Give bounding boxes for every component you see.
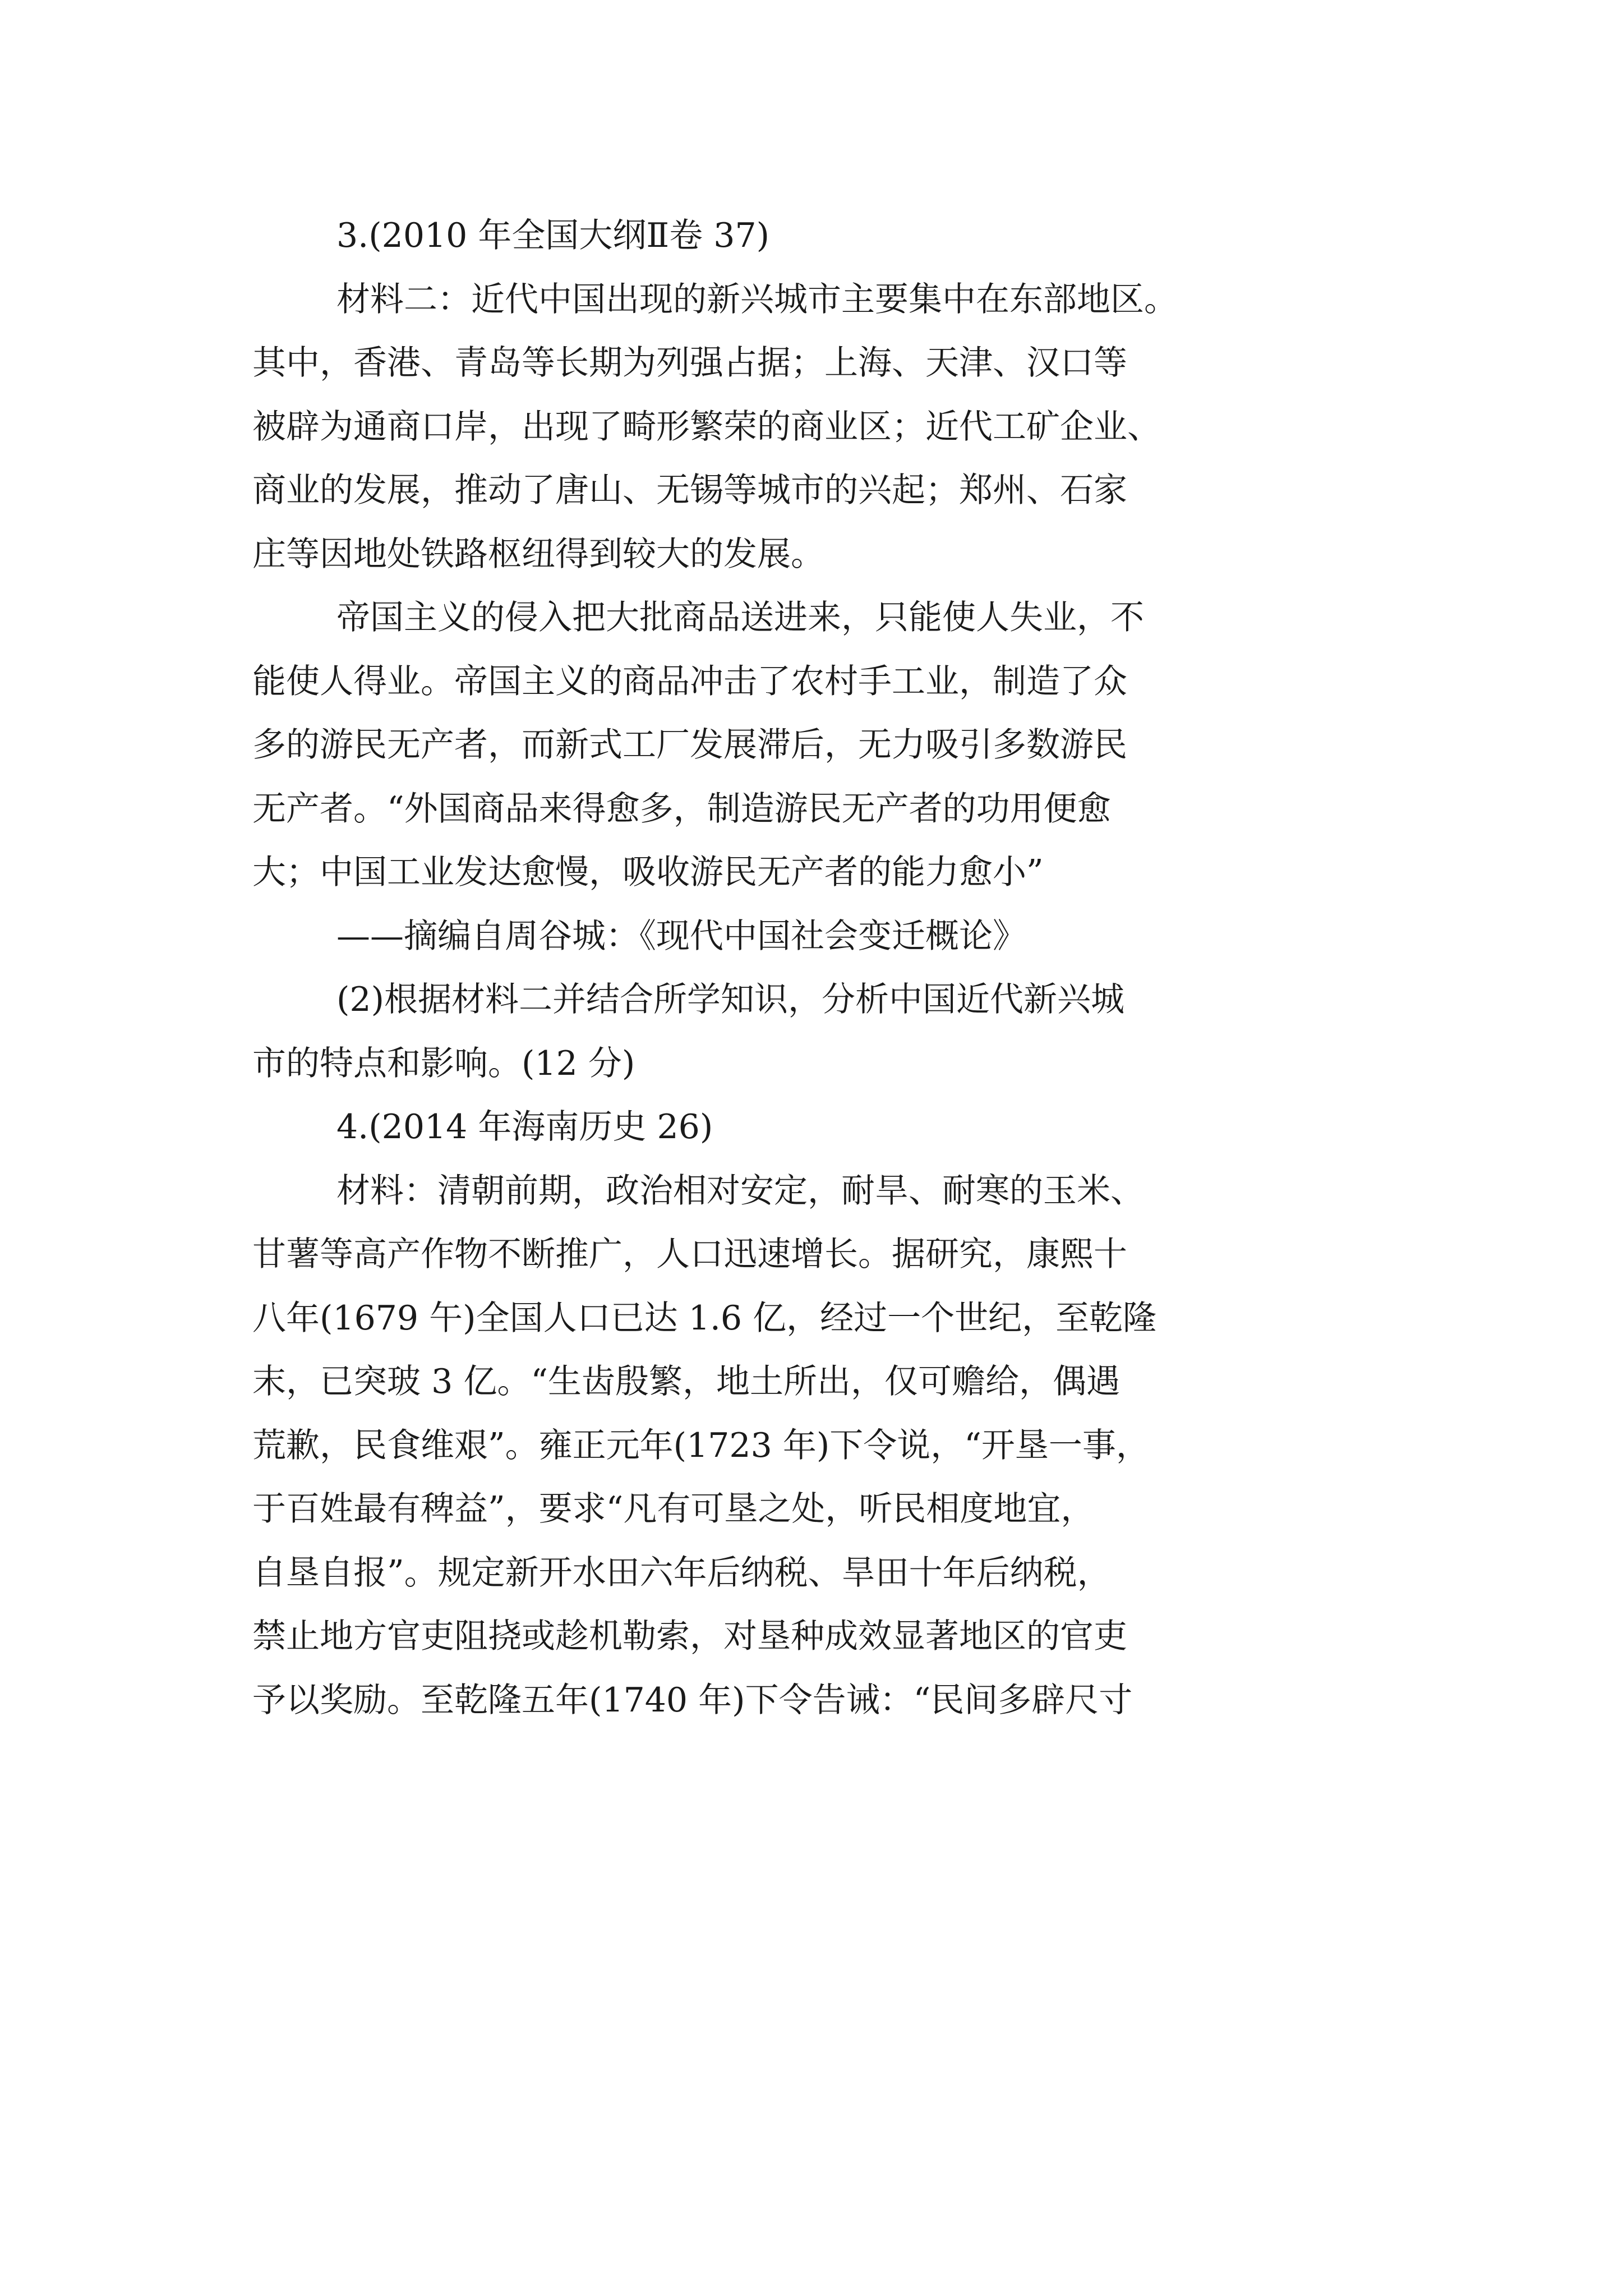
question-3-quote-line: 无产者。“外国商品来得愈多，制造游民无产者的功用便愈 (252, 789, 1111, 829)
question-3-quote-line: 多的游民无产者，而新式工厂发展滞后，无力吸引多数游民 (252, 725, 1127, 765)
question-4-material-line: 甘薯等高产作物不断推广，人口迅速增长。据研究，康熙十 (252, 1235, 1127, 1274)
question-4-material-line: 禁止地方官吏阻挠或趁机勒索，对垦种成效显著地区的官吏 (252, 1617, 1127, 1656)
question-3-material-line: 材料二：近代中国出现的新兴城市主要集中在东部地区。 (336, 279, 1178, 319)
question-4-material-line: 八年(1679 午)全国人口已达 1.6 亿，经过一个世纪，至乾隆 (252, 1298, 1157, 1338)
question-3-task-line: (2)根据材料二并结合所学知识，分析中国近代新兴城 (336, 980, 1124, 1019)
question-4-heading: 4.(2014 年海南历史 26) (336, 1107, 713, 1147)
question-3-heading: 3.(2010 年全国大纲Ⅱ卷 37) (336, 216, 770, 255)
question-4-material-line: 于百姓最有稗益”，要求“凡有可垦之处，听民相度地宜， (252, 1489, 1095, 1529)
question-3-quote-line: 能使人得业。帝国主义的商品冲击了农村手工业，制造了众 (252, 661, 1127, 701)
question-3-quote-line: 帝国主义的侵入把大批商品送进来，只能使人失业，不 (336, 598, 1144, 637)
question-3-material-line: 商业的发展，推动了唐山、无锡等城市的兴起；郑州、石家 (252, 471, 1127, 510)
question-3-material-line: 庄等因地处铁路枢纽得到较大的发展。 (252, 534, 824, 574)
question-3-source: ——摘编自周谷城：《现代中国社会变迁概论》 (336, 916, 1026, 956)
question-4-material-line: 材料：清朝前期，政治相对安定，耐旱、耐寒的玉米、 (336, 1171, 1144, 1211)
question-4-material-line: 自垦自报”。规定新开水田六年后纳税、旱田十年后纳税， (252, 1553, 1111, 1593)
question-3-material-line: 其中，香港、青岛等长期为列强占据；上海、天津、汉口等 (252, 343, 1127, 383)
question-4-material-line: 荒歉，民食维艰”。雍正元年(1723 年)下令说，“开垦一事， (252, 1425, 1150, 1465)
question-4-material-line: 末，已突玻 3 亿。“生齿殷繁，地土所出，仅可赡给，偶遇 (252, 1362, 1120, 1401)
question-3-quote-line: 大；中国工业发达愈慢，吸收游民无产者的能力愈小” (252, 853, 1044, 892)
question-3-task-line: 市的特点和影响。(12 分) (252, 1043, 635, 1083)
question-4-material-line: 予以奖励。至乾隆五年(1740 年)下令告诫：“民间多辟尺寸 (252, 1680, 1133, 1720)
document-body (252, 204, 1374, 1732)
question-3-material-line: 被辟为通商口岸，出现了畸形繁荣的商业区；近代工矿企业、 (252, 407, 1161, 447)
